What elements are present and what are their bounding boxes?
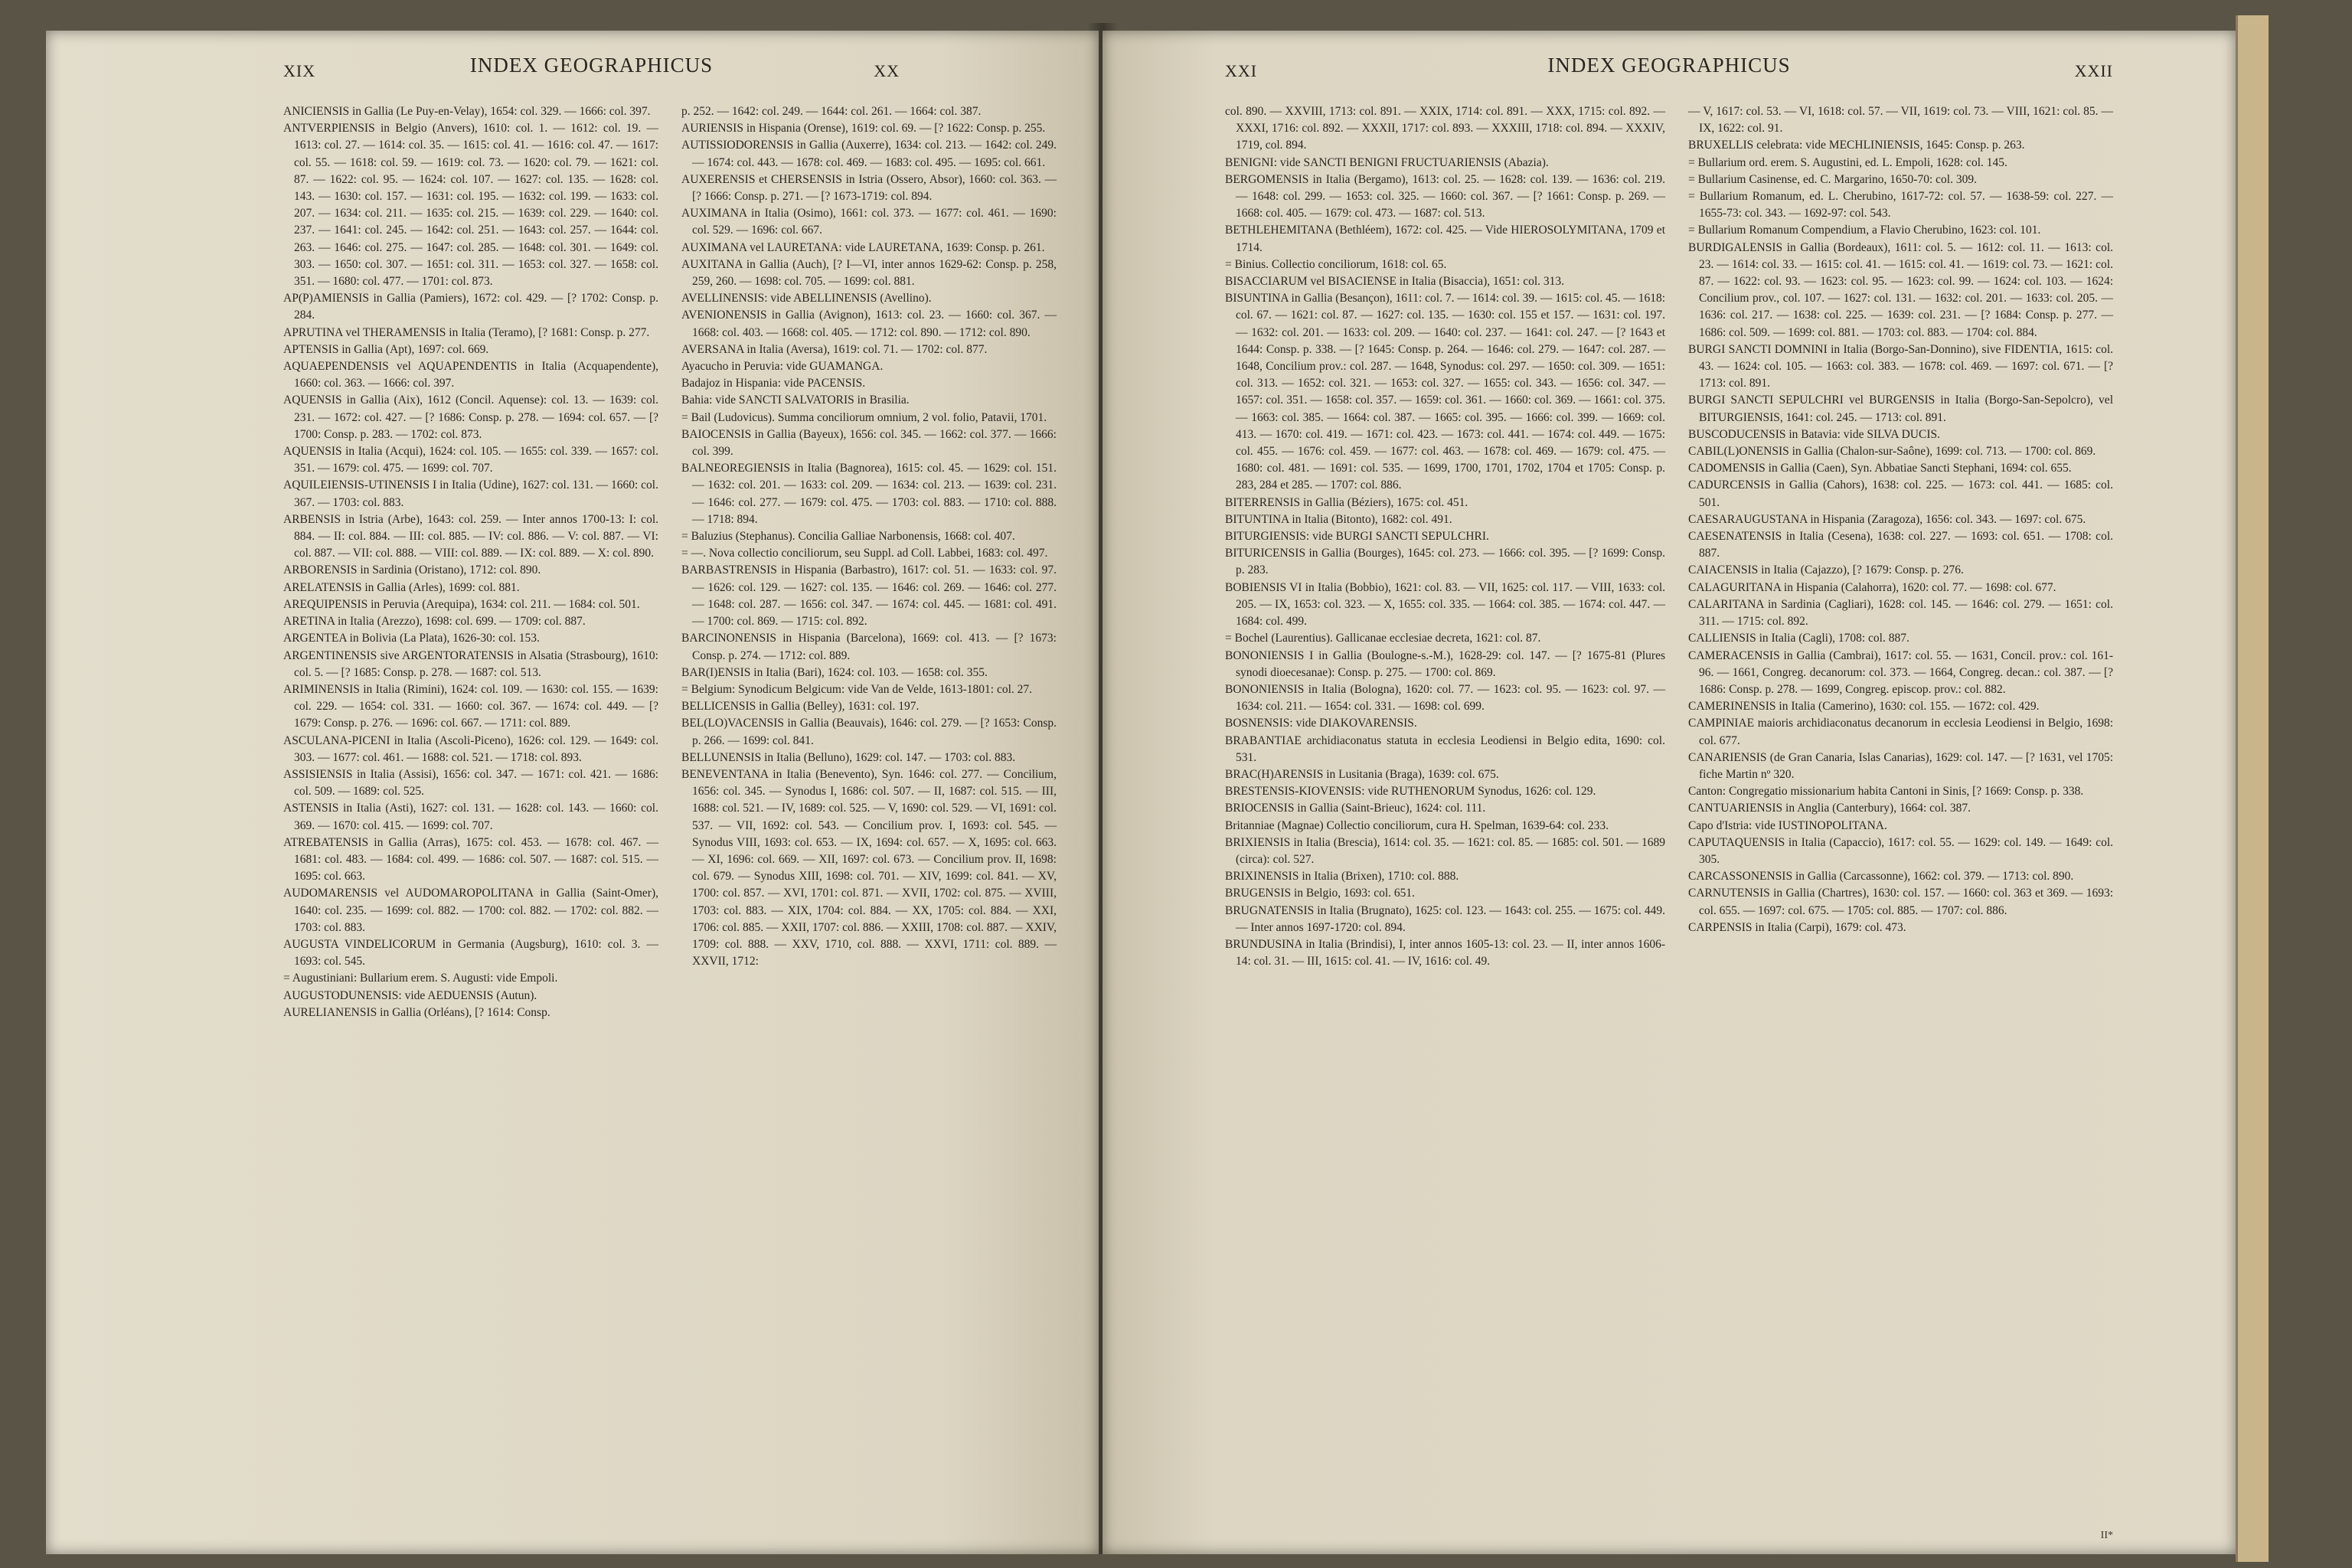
index-entry: BURDIGALENSIS in Gallia (Bordeaux), 1611: col. 5. — 1612: col. 11. — 1613: col. 23. — 1614: col. 33. — 1615: col. 41. — 1615: col. 41. — 1619: col. 73. — 1621: col. 87. — 1622: col. 93. — 1623: col. 95. — 1623: col. 99. — 1624: col. 103. — 1624: Concilium prov., col. 107. — 1627: col. 131. — 1632: col. 201. — 1633: col. 205. — 1636: col. 217. — 1638: col. 225. — 1639: col. 231. — [? 1684: Consp. p. 277. — 1686: col. 509. — 1699: col. 881. — 1703: col. 883. — 1704: col. 884.: [1688, 240, 2113, 339]
index-entry: CARCASSONENSIS in Gallia (Carcassonne), 1662: col. 379. — 1713: col. 890.: [1688, 870, 2074, 884]
index-entry: BITUNTINA in Italia (Bitonto), 1682: col. 491.: [1225, 512, 1452, 526]
index-entry: ARGENTEA in Bolivia (La Plata), 1626-30: col. 153.: [283, 632, 540, 645]
index-entry: BERGOMENSIS in Italia (Bergamo), 1613: col. 25. — 1628: col. 139. — 1636: col. 219. — 1648: col. 299. — 1653: col. 325. — 1660: col. 367. — [? 1661: Consp. p. 269. — 1668: col. 405. — 1679: col. 473. — 1687: col. 513.: [1225, 172, 1665, 220]
index-entry: BISUNTINA in Gallia (Besançon), 1611: col. 7. — 1614: col. 39. — 1615: col. 45. — 1618: col. 67. — 1621: col. 87. — 1627: col. 135. — 1630: col. 155 et 157. — 1631: col. 197. — 1632: col. 201. — 1633: col. 209. — 1640: col. 237. — 1641: col. 247. — [? 1643 et 1644: Consp. p. 338. — [? 1645: Consp. p. 264. — 1646: col. 279. — 1647: col. 287. — 1648, Concilium prov.: col. 287. — 1648, Synodus: col. 297. — 1650: col. 309. — 1651: col. 313. — 1652: col. 321. — 1653: col. 327. — 1655: col. 343. — 1656: col. 347. — 1657: col. 351. — 1658: col. 357. — 1659: col. 361. — 1660: col. 369. — 1661: col. 375. — 1663: col. 385. — 1664: col. 387. — 1665: col. 395. — 1666: col. 399. — 1669: col. 413. — 1670: col. 419. — 1671: col. 423. — 1673: col. 441. — 1674: col. 449. — 1675: col. 455. — 1676: col. 459. — 1677: col. 463. — 1678: col. 469. — 1679: col. 475. — 1680: col. 481. — 1691: col. 535. — 1699, 1700, 1701, 1702, 1704 et 1705: Consp. p. 283, 284 et 285. — 1707: col. 886.: [1225, 292, 1666, 492]
left-page-column-2: [681, 103, 1057, 970]
index-entry: ASCULANA-PICENI in Italia (Ascoli-Piceno), 1626: col. 129. — 1649: col. 303. — 1677: col. 461. — 1688: col. 521. — 1718: col. 893.: [283, 733, 658, 764]
index-entry: = Bullarium Romanum Compendium, a Flavio Cherubino, 1623: col. 101.: [1688, 224, 2041, 237]
index-entry: AUGUSTA VINDELICORUM in Germania (Augsburg), 1610: col. 3. — 1693: col. 545.: [283, 937, 658, 969]
index-entry: CADOMENSIS in Gallia (Caen), Syn. Abbatiae Sancti Stephani, 1694: col. 655.: [1688, 462, 2072, 475]
index-entry: BEL(LO)VACENSIS in Gallia (Beauvais), 1646: col. 279. — [? 1653: Consp. p. 266. — 1699: col. 841.: [681, 717, 1057, 747]
index-entry: BRIXIENSIS in Italia (Brescia), 1614: col. 35. — 1621: col. 85. — 1685: col. 501. — 1689 (circa): col. 527.: [1225, 835, 1665, 866]
index-entry: BELLUNENSIS in Italia (Belluno), 1629: col. 147. — 1703: col. 883.: [681, 750, 1016, 764]
page-number-xxi: XXI: [1225, 61, 1258, 80]
index-entry: p. 252. — 1642: col. 249. — 1644: col. 261. — 1664: col. 387.: [681, 105, 982, 118]
index-entry: ARETINA in Italia (Arezzo), 1698: col. 699. — 1709: col. 887.: [283, 615, 586, 629]
index-entry: = Bullarium Casinense, ed. C. Margarino, 1650-70: col. 309.: [1688, 172, 1977, 186]
right-page-header: [1225, 54, 2113, 92]
index-entry: = Belgium: Synodicum Belgicum: vide Van de Velde, 1613-1801: col. 27.: [681, 682, 1033, 696]
index-entry: ARBORENSIS in Sardinia (Oristano), 1712: col. 890.: [283, 564, 541, 577]
index-entry: Bahia: vide SANCTI SALVATORIS in Brasilia.: [681, 394, 910, 407]
page-number-xx: XX: [874, 61, 900, 80]
index-entry: CAMERACENSIS in Gallia (Cambrai), 1617: col. 55. — 1631, Concil. prov.: col. 161-96. — 1661, Congreg. decanorum: col. 373. — 1664, Congreg. decan.: col. 387. — [? 1686: Consp. p. 278. — 1699, Congreg. episcop. prov.: col. 882.: [1688, 648, 2113, 696]
index-entry: ASTENSIS in Italia (Asti), 1627: col. 131. — 1628: col. 143. — 1660: col. 369. — 1670: col. 415. — 1699: col. 707.: [283, 802, 658, 832]
index-entry: = Bullarium ord. erem. S. Augustini, ed. L. Empoli, 1628: col. 145.: [1688, 155, 2007, 169]
index-entry: CANTUARIENSIS in Anglia (Canterbury), 1664: col. 387.: [1688, 802, 1971, 815]
index-entry: CALLIENSIS in Italia (Cagli), 1708: col. 887.: [1688, 632, 1909, 645]
index-entry: = Bullarium Romanum, ed. L. Cherubino, 1617-72: col. 57. — 1638-59: col. 227. — 1655-73: col. 343. — 1692-97: col. 543.: [1688, 190, 2113, 220]
index-entry: BITURICENSIS in Gallia (Bourges), 1645: col. 273. — 1666: col. 395. — [? 1699: Consp. p. 283.: [1225, 547, 1665, 577]
index-entry: ATREBATENSIS in Gallia (Arras), 1675: col. 453. — 1678: col. 467. — 1681: col. 483. — 1684: col. 499. — 1686: col. 507. — 1687: col. 515. — 1695: col. 663.: [283, 835, 658, 884]
index-entry: CARNUTENSIS in Gallia (Chartres), 1630: col. 157. — 1660: col. 363 et 369. — 1693: col. 655. — 1697: col. 675. — 1705: col. 885. — 1707: col. 886.: [1688, 887, 2113, 917]
index-entry: AUTISSIODORENSIS in Gallia (Auxerre), 1634: col. 213. — 1642: col. 249. — 1674: col. 443. — 1678: col. 469. — 1683: col. 495. — 1695: col. 661.: [681, 139, 1057, 169]
index-entry: = Augustiniani: Bullarium erem. S. Augusti: vide Empoli.: [283, 972, 558, 985]
index-entry: ANTVERPIENSIS in Belgio (Anvers), 1610: col. 1. — 1612: col. 19. — 1613: col. 27. — 1614: col. 35. — 1615: col. 41. — 1616: col. 47. — 1617: col. 55. — 1618: col. 59. — 1619: col. 73. — 1620: col. 79. — 1621: col. 87. — 1622: col. 95. — 1624: col. 107. — 1627: col. 135. — 1628: col. 143. — 1630: col. 157. — 1631: col. 195. — 1632: col. 199. — 1633: col. 207. — 1634: col. 211. — 1635: col. 215. — 1639: col. 229. — 1640: col. 237. — 1641: col. 245. — 1642: col. 251. — 1643: col. 257. — 1644: col. 263. — 1646: col. 275. — 1647: col. 285. — 1648: col. 301. — 1649: col. 303. — 1650: col. 307. — 1651: col. 311. — 1653: col. 327. — 1658: col. 351. — 1680: col. 477. — 1701: col. 873.: [283, 122, 658, 289]
right-page: [1102, 31, 2236, 1554]
index-entry: AVELLINENSIS: vide ABELLINENSIS (Avellino).: [681, 292, 932, 305]
index-entry: ASSISIENSIS in Italia (Assisi), 1656: col. 347. — 1671: col. 421. — 1686: col. 509. — 1689: col. 525.: [283, 767, 658, 799]
index-entry: Canton: Congregatio missionarium habita Cantoni in Sinis, [? 1669: Consp. p. 338.: [1688, 785, 2084, 799]
index-entry: BETHLEHEMITANA (Bethléem), 1672: col. 425. — Vide HIEROSOLYMITANA, 1709 et 1714.: [1225, 224, 1665, 254]
index-entry: BARCINONENSIS in Hispania (Barcelona), 1669: col. 413. — [? 1673: Consp. p. 274. — 1712: col. 889.: [681, 632, 1057, 662]
right-page-column-2: [1688, 103, 2113, 936]
index-entry: col. 890. — XXVIII, 1713: col. 891. — XXIX, 1714: col. 891. — XXX, 1715: col. 892. — XXXI, 1716: col. 892. — XXXII, 1717: col. 893. — XXXIII, 1718: col. 894. — XXXIV, 1719, col. 894.: [1225, 105, 1665, 152]
index-entry: ARELATENSIS in Gallia (Arles), 1699: col. 881.: [283, 580, 520, 594]
index-entry: CARPENSIS in Italia (Carpi), 1679: col. 473.: [1688, 920, 1906, 934]
index-entry: APRUTINA vel THERAMENSIS in Italia (Teramo), [? 1681: Consp. p. 277.: [283, 325, 650, 339]
index-entry: BITERRENSIS in Gallia (Béziers), 1675: col. 451.: [1225, 495, 1468, 509]
index-entry: Capo d'Istria: vide IUSTINOPOLITANA.: [1688, 818, 1887, 832]
index-entry: AUXIMANA vel LAURETANA: vide LAURETANA, 1639: Consp. p. 261.: [681, 240, 1045, 254]
index-entry: BOBIENSIS VI in Italia (Bobbio), 1621: col. 83. — VII, 1625: col. 117. — VIII, 1633: col. 205. — IX, 1653: col. 323. — X, 1655: col. 335. — 1664: col. 385. — 1674: col. 447. — 1684: col. 499.: [1225, 580, 1665, 629]
index-entry: BURGI SANCTI DOMNINI in Italia (Borgo-San-Donnino), sive FIDENTIA, 1615: col. 43. — 1624: col. 105. — 1663: col. 383. — 1678: col. 469. — 1697: col. 671. — [? 1713: col. 891.: [1688, 342, 2113, 390]
index-entry: AURELIANENSIS in Gallia (Orléans), [? 1614: Consp.: [283, 1005, 550, 1019]
index-entry: BITURGIENSIS: vide BURGI SANCTI SEPULCHRI.: [1225, 530, 1489, 544]
index-entry: AQUILEIENSIS-UTINENSIS I in Italia (Udine), 1627: col. 131. — 1660: col. 367. — 1703: col. 883.: [283, 479, 658, 509]
index-entry: BRABANTIAE archidiaconatus statuta in ecclesia Leodiensi in Belgio edita, 1690: col. 531.: [1225, 733, 1665, 764]
index-entry: BENIGNI: vide SANCTI BENIGNI FRUCTUARIENSIS (Abazia).: [1225, 155, 1549, 169]
index-entry: AURIENSIS in Hispania (Orense), 1619: col. 69. — [? 1622: Consp. p. 255.: [681, 122, 1046, 136]
index-entry: BURGI SANCTI SEPULCHRI vel BURGENSIS in Italia (Borgo-San-Sepolcro), vel BITURGIENSIS, 1641: col. 245. — 1713: col. 891.: [1688, 394, 2113, 424]
index-entry: — V, 1617: col. 53. — VI, 1618: col. 57. — VII, 1619: col. 73. — VIII, 1621: col. 85. — IX, 1622: col. 91.: [1688, 105, 2113, 136]
index-entry: CAIACENSIS in Italia (Cajazzo), [? 1679: Consp. p. 276.: [1688, 564, 1964, 577]
index-entry: BOSNENSIS: vide DIAKOVARENSIS.: [1225, 717, 1417, 730]
running-title: INDEX GEOGRAPHICUS: [469, 54, 714, 77]
index-entry: CAMPINIAE maioris archidiaconatus decanorum in ecclesia Leodiensi in Belgio, 1698: col. 677.: [1688, 717, 2113, 747]
index-entry: BRUGNATENSIS in Italia (Brugnato), 1625: col. 123. — 1643: col. 255. — 1675: col. 449. — Inter annos 1697-1720: col. 894.: [1225, 903, 1665, 934]
left-page-column-1: [283, 103, 658, 1021]
index-entry: = Bail (Ludovicus). Summa conciliorum omnium, 2 vol. folio, Patavii, 1701.: [681, 410, 1047, 424]
index-entry: CALAGURITANA in Hispania (Calahorra), 1620: col. 77. — 1698: col. 677.: [1688, 580, 2056, 594]
index-entry: AUDOMARENSIS vel AUDOMAROPOLITANA in Gallia (Saint-Omer), 1640: col. 235. — 1699: col. 882. — 1700: col. 882. — 1702: col. 882. — 1703: col. 883.: [283, 887, 658, 934]
index-entry: BRAC(H)ARENSIS in Lusitania (Braga), 1639: col. 675.: [1225, 767, 1499, 781]
index-entry: BISACCIARUM vel BISACIENSE in Italia (Bisaccia), 1651: col. 313.: [1225, 275, 1564, 289]
index-entry: CAPUTAQUENSIS in Italia (Capaccio), 1617: col. 55. — 1629: col. 149. — 1649: col. 305.: [1688, 835, 2113, 866]
index-entry: BAIOCENSIS in Gallia (Bayeux), 1656: col. 345. — 1662: col. 377. — 1666: col. 399.: [681, 427, 1057, 459]
index-entry: CABIL(L)ONENSIS in Gallia (Chalon-sur-Saône), 1699: col. 713. — 1700: col. 869.: [1688, 445, 2096, 459]
index-entry: BAR(I)ENSIS in Italia (Bari), 1624: col. 103. — 1658: col. 355.: [681, 665, 988, 679]
index-entry: CAESARAUGUSTANA in Hispania (Zaragoza), 1656: col. 343. — 1697: col. 675.: [1688, 512, 2086, 526]
index-entry: BRUNDUSINA in Italia (Brindisi), I, inter annos 1605-13: col. 23. — II, inter annos 1606-14: col. 31. — III, 1615: col. 41. — IV, 1616: col. 49.: [1225, 937, 1665, 969]
index-entry: = Bochel (Laurentius). Gallicanae ecclesiae decreta, 1621: col. 87.: [1225, 632, 1541, 645]
book-board: [2236, 15, 2269, 1562]
index-entry: BONONIENSIS I in Gallia (Boulogne-s.-M.), 1628-29: col. 147. — [? 1675-81 (Plures synodi dioecesanae): Consp. p. 275. — 1700: col. 869.: [1225, 648, 1665, 679]
index-entry: BRIOCENSIS in Gallia (Saint-Brieuc), 1624: col. 111.: [1225, 802, 1486, 815]
index-entry: AREQUIPENSIS in Peruvia (Arequipa), 1634: col. 211. — 1684: col. 501.: [283, 597, 640, 611]
index-entry: ARBENSIS in Istria (Arbe), 1643: col. 259. — Inter annos 1700-13: I: col. 884. — II: col. 884. — III: col. 885. — IV: col. 886. — V: col. 887. — VI: col. 887. — VII: col. 888. — VIII: col. 889. — IX: col. 889. — X: col. 890.: [283, 512, 658, 560]
index-entry: BENEVENTANA in Italia (Benevento), Syn. 1646: col. 277. — Concilium, 1656: col. 345. — Synodus I, 1686: col. 507. — II, 1687: col. 515. — III, 1688: col. 521. — IV, 1689: col. 525. — V, 1690: col. 529. — VI, 1691: col. 537. — VII, 1692: col. 543. — Concilium prov. I, 1693: col. 545. — Synodus VIII, 1693: col. 653. — IX, 1694: col. 657. — X, 1695: col. 663. — XI, 1696: col. 669. — XII, 1697: col. 673. — Concilium prov. II, 1698: col. 679. — Synodus XIII, 1698: col. 701. — XIV, 1699: col. 841. — XV, 1700: col. 857. — XVI, 1701: col. 871. — XVII, 1702: col. 875. — XVIII, 1703: col. 883. — XIX, 1704: col. 884. — XX, 1705: col. 884. — XXI, 1706: col. 885. — XXII, 1707: col. 886. — XXIII, 1708: col. 887. — XXIV, 1709: col. 888. — XXV, 1710, col. 888. — XXVI, 1711: col. 889. — XXVII, 1712:: [681, 767, 1057, 969]
index-entry: ARGENTINENSIS sive ARGENTORATENSIS in Alsatia (Strasbourg), 1610: col. 5. — [? 1685: Consp. p. 278. — 1687: col. 513.: [283, 648, 658, 679]
index-entry: BRESTENSIS-KIOVENSIS: vide RUTHENORUM Synodus, 1626: col. 129.: [1225, 785, 1596, 799]
index-entry: CAESENATENSIS in Italia (Cesena), 1638: col. 227. — 1693: col. 651. — 1708: col. 887.: [1688, 530, 2113, 560]
index-entry: AUXIMANA in Italia (Osimo), 1661: col. 373. — 1677: col. 461. — 1690: col. 529. — 1696: col. 667.: [681, 207, 1057, 237]
index-entry: Badajoz in Hispania: vide PACENSIS.: [681, 377, 866, 390]
index-entry: CADURCENSIS in Gallia (Cahors), 1638: col. 225. — 1673: col. 441. — 1685: col. 501.: [1688, 479, 2113, 509]
running-title: INDEX GEOGRAPHICUS: [1547, 54, 1791, 77]
index-entry: AQUENSIS in Italia (Acqui), 1624: col. 105. — 1655: col. 339. — 1657: col. 351. — 1679: col. 475. — 1699: col. 707.: [283, 445, 658, 475]
index-entry: AVERSANA in Italia (Aversa), 1619: col. 71. — 1702: col. 877.: [681, 342, 988, 356]
index-entry: BONONIENSIS in Italia (Bologna), 1620: col. 77. — 1623: col. 95. — 1623: col. 97. — 1634: col. 211. — 1654: col. 331. — 1698: col. 699.: [1225, 682, 1665, 714]
index-entry: AP(P)AMIENSIS in Gallia (Pamiers), 1672: col. 429. — [? 1702: Consp. p. 284.: [283, 292, 658, 322]
page-number-xix: XIX: [283, 61, 316, 80]
index-entry: AVENIONENSIS in Gallia (Avignon), 1613: col. 23. — 1660: col. 367. — 1668: col. 403. — 1668: col. 405. — 1712: col. 890. — 1712: col. 890.: [681, 309, 1057, 339]
index-entry: BALNEOREGIENSIS in Italia (Bagnorea), 1615: col. 45. — 1629: col. 151. — 1632: col. 201. — 1633: col. 209. — 1634: col. 213. — 1639: col. 231. — 1646: col. 277. — 1679: col. 475. — 1703: col. 883. — 1710: col. 888. — 1718: 894.: [681, 462, 1057, 526]
index-entry: Britanniae (Magnae) Collectio conciliorum, cura H. Spelman, 1639-64: col. 233.: [1225, 818, 1609, 832]
page-number-xxii: XXII: [2074, 61, 2113, 80]
index-entry: AUGUSTODUNENSIS: vide AEDUENSIS (Autun).: [283, 988, 537, 1002]
index-entry: = Baluzius (Stephanus). Concilia Galliae Narbonensis, 1668: col. 407.: [681, 530, 1015, 544]
index-entry: = Binius. Collectio conciliorum, 1618: col. 65.: [1225, 257, 1447, 271]
index-entry: ANICIENSIS in Gallia (Le Puy-en-Velay), 1654: col. 329. — 1666: col. 397.: [283, 105, 651, 118]
index-entry: AUXERENSIS et CHERSENSIS in Istria (Ossero, Absor), 1660: col. 363. — [? 1666: Consp. p. 271. — [? 1673-1719: col. 894.: [681, 172, 1057, 204]
index-entry: CALARITANA in Sardinia (Cagliari), 1628: col. 145. — 1646: col. 279. — 1651: col. 311. — 1715: col. 892.: [1688, 597, 2113, 629]
left-page: [46, 31, 1099, 1554]
index-entry: ARIMINENSIS in Italia (Rimini), 1624: col. 109. — 1630: col. 155. — 1639: col. 229. — 1654: col. 331. — 1660: col. 367. — 1674: col. 449. — [? 1679: Consp. p. 276. — 1696: col. 667. — 1711: col. 889.: [283, 682, 658, 730]
index-entry: CAMERINENSIS in Italia (Camerino), 1630: col. 155. — 1672: col. 429.: [1688, 700, 2040, 714]
index-entry: = —. Nova collectio conciliorum, seu Suppl. ad Coll. Labbei, 1683: col. 497.: [681, 547, 1048, 560]
index-entry: APTENSIS in Gallia (Apt), 1697: col. 669.: [283, 342, 489, 356]
index-entry: AQUAEPENDENSIS vel AQUAPENDENTIS in Italia (Acquapendente), 1660: col. 363. — 1666: col. 397.: [283, 360, 658, 390]
index-entry: BARBASTRENSIS in Hispania (Barbastro), 1617: col. 51. — 1633: col. 97. — 1626: col. 129. — 1627: col. 135. — 1646: col. 269. — 1646: col. 277. — 1648: col. 287. — 1656: col. 347. — 1674: col. 445. — 1681: col. 491. — 1700: col. 869. — 1715: col. 892.: [681, 564, 1057, 629]
index-entry: BRUXELLIS celebrata: vide MECHLINIENSIS, 1645: Consp. p. 263.: [1688, 139, 2025, 152]
index-entry: BUSCODUCENSIS in Batavia: vide SILVA DUCIS.: [1688, 427, 1940, 441]
index-entry: BELLICENSIS in Gallia (Belley), 1631: col. 197.: [681, 700, 920, 714]
right-page-column-1: [1225, 103, 1665, 970]
signature-mark: II*: [2100, 1530, 2113, 1541]
index-entry: AUXITANA in Gallia (Auch), [? I—VI, inter annos 1629-62: Consp. p. 258, 259, 260. — 1698: col. 705. — 1699: col. 881.: [681, 257, 1057, 289]
index-entry: AQUENSIS in Gallia (Aix), 1612 (Concil. Aquense): col. 13. — 1639: col. 231. — 1672: col. 427. — [? 1686: Consp. p. 278. — 1694: col. 657. — [? 1700: Consp. p. 283. — 1702: col. 873.: [283, 394, 658, 441]
index-entry: BRIXINENSIS in Italia (Brixen), 1710: col. 888.: [1225, 870, 1459, 884]
index-entry: CANARIENSIS (de Gran Canaria, Islas Canarias), 1629: col. 147. — [? 1631, vel 1705: fiche Martin nº 320.: [1688, 750, 2113, 781]
index-entry: BRUGENSIS in Belgio, 1693: col. 651.: [1225, 887, 1416, 900]
index-entry: Ayacucho in Peruvia: vide GUAMANGA.: [681, 360, 884, 374]
left-page-header: [283, 54, 900, 92]
